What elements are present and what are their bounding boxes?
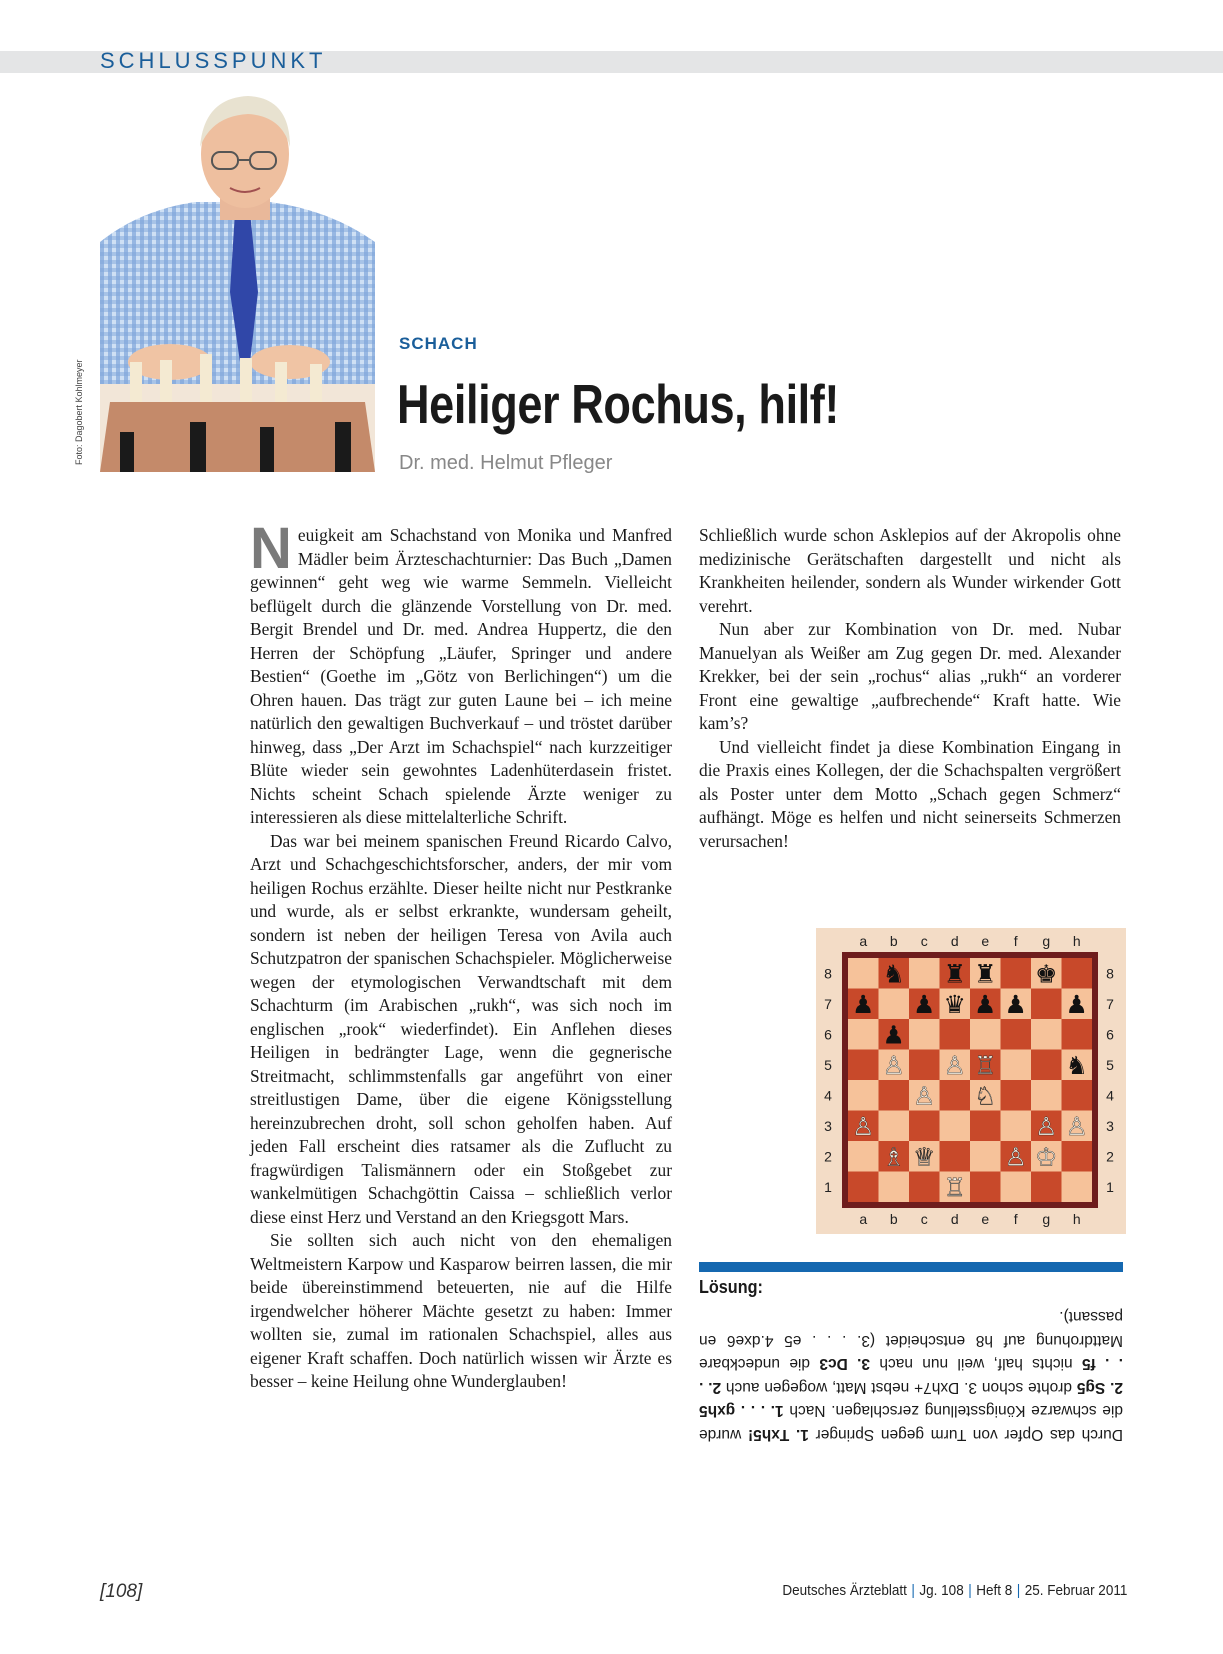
drop-cap: N [250, 516, 292, 581]
paragraph: Das war bei meinem spanischen Freund Ricardo Calvo, Arzt und Schachgeschichtsforscher, anders, der mir vom heiligen Rochus erzählte. Dieser heilte nicht nur Pestkranke und wurde, als er selbst erkrankte, wundersam geheilt, sondern ist neben der heiligen Teresa von Avila auch Schutzpatron der spanischen Schachspieler. Möglicherweise wegen der etymologischen Verwandtschaft mit dem Schachturm (im Arabischen „rukh“, was sich noch im englischen „rook“ wiederfindet). Ein Anflehen dieses Heiligen in bedrängter Lage, wenn die gegnerische Streitmacht, schlimmstenfalls gar angeführt von einer streitlustigen Dame, über die eigene Königsstellung hereinzubrechen droht, soll schon geholfen haben. Auf jeden Fall erscheint dies ratsamer als die Zuflucht zu fragwürdigen Talismännern oder ein Stoßgebet zur wankelmütigen Schachgöttin Caissa – schließlich verlor diese einst Herz und Verstand an den Kriegsgott Mars. [250, 830, 672, 1227]
solution-move: 2. . . . f5 [699, 1355, 1123, 1396]
rank-label-right: 2 [1106, 1148, 1114, 1165]
chess-piece-white: ♙ [882, 1050, 905, 1080]
chess-piece-black: ♟ [882, 1020, 905, 1050]
file-label-bottom: g [1042, 1211, 1051, 1227]
board-square [1001, 1172, 1032, 1203]
file-label-bottom: d [950, 1211, 959, 1227]
solution-divider [699, 1262, 1123, 1272]
chess-piece-white: ♔ [1035, 1142, 1058, 1172]
paragraph: Nun aber zur Kombination von Dr. med. Nubar Manuelyan als Weißer am Zug gegen Dr. med. Alexander Krekker, bei der sein „rochus“ alias „rukh“ an vorderer Front eine gewaltige „aufbrechende“ Kraft hatte. Wie kam’s? [699, 619, 1121, 733]
board-square [909, 1050, 940, 1081]
chess-piece-white: ♙ [1035, 1111, 1058, 1141]
file-label-top: b [889, 933, 898, 949]
chess-piece-white: ♕ [913, 1142, 936, 1172]
issue: Heft 8 [975, 1582, 1012, 1599]
chess-piece-white: ♖ [974, 1050, 997, 1080]
board-square [848, 1080, 879, 1111]
text-column-right [699, 524, 1121, 853]
board-square [1031, 1019, 1062, 1050]
chess-piece-black: ♛ [943, 989, 966, 1019]
board-square [970, 1141, 1001, 1172]
chess-piece-white: ♗ [882, 1142, 905, 1172]
file-label-bottom: a [859, 1211, 868, 1227]
author-photo [100, 92, 375, 472]
rank-label-right: 1 [1106, 1178, 1114, 1195]
board-square [879, 1111, 910, 1142]
file-label-bottom: f [1013, 1211, 1018, 1227]
rank-label-right: 6 [1106, 1026, 1114, 1043]
rank-label-right: 4 [1106, 1087, 1114, 1104]
file-label-bottom: b [889, 1211, 898, 1227]
footer-citation: Deutsches Ärzteblatt | Jg. 108 | Heft 8 | 25. Februar 2011 [781, 1582, 1127, 1599]
file-label-top: e [981, 933, 990, 949]
board-square [970, 1111, 1001, 1142]
board-square [940, 1141, 971, 1172]
chess-piece-black: ♞ [882, 959, 905, 989]
board-square [1001, 1019, 1032, 1050]
board-square [848, 1141, 879, 1172]
board-square [1031, 1172, 1062, 1203]
board-square [848, 1019, 879, 1050]
chess-piece-white: ♘ [974, 1081, 997, 1111]
rank-label-left: 1 [824, 1178, 832, 1195]
rank-label-left: 4 [824, 1087, 832, 1104]
board-square [940, 1111, 971, 1142]
solution-move: 1. . . . gxh5 2. Sg5 [698, 1379, 1123, 1420]
rank-label-left: 5 [824, 1056, 832, 1073]
board-square [1062, 1172, 1093, 1203]
chess-piece-black: ♟ [974, 989, 997, 1019]
board-square [970, 1019, 1001, 1050]
chess-board [816, 928, 1126, 1234]
chess-piece-black: ♜ [974, 959, 997, 989]
chess-piece-white: ♙ [943, 1050, 966, 1080]
paragraph [250, 516, 672, 830]
photo-credit: Foto: Dagobert Kohlmeyer [74, 359, 84, 465]
file-label-top: a [859, 933, 868, 949]
chess-piece-black: ♟ [913, 989, 936, 1019]
board-square [940, 1019, 971, 1050]
file-label-top: g [1042, 933, 1051, 949]
board-square [1031, 989, 1062, 1020]
board-square [1001, 1080, 1032, 1111]
chess-piece-white: ♙ [1065, 1111, 1088, 1141]
chess-piece-black: ♟ [852, 989, 875, 1019]
text-column-left [250, 516, 672, 1394]
board-square [1001, 1050, 1032, 1081]
board-square [848, 1050, 879, 1081]
board-square [879, 989, 910, 1020]
board-square [1001, 1111, 1032, 1142]
paragraph-text: euigkeit am Schachstand von Monika und Manfred Mädler beim Ärzteschachturnier: Das Buch „Damen gewinnen“ geht weg wie warme Semmeln. Vielleicht beflügelt durch die glänzende Vorstellung von Dr. med. Bergit Brendel und Dr. med. Andrea Huppertz, die den Herren der Schöpfung „Läufer, Springer und andere Bestien“ (Goethe im „Götz von Berlichingen“) um die Ohren hauen. Das trägt zur guten Laune bei – ich meine natürlich den gewaltigen Buchverkauf – und tröstet darüber hinweg, dass „Der Arzt im Schachspiel“ nach kurzzeitiger Blüte wieder sein gewohntes Ladenhüterdasein fristet. Nichts scheint Schach spielende Ärzte weniger zu interessieren als diese mittelalterliche Schrift. [250, 525, 672, 827]
chess-piece-black: ♜ [943, 959, 966, 989]
solution-move: 3. Dc3 [819, 1355, 871, 1373]
board-square [879, 1172, 910, 1203]
solution-text: nichts half, weil nun nach [870, 1355, 1082, 1373]
board-square [848, 958, 879, 989]
solution-text: wurde die schwarze Königsstellung zerschlagen. Nach [699, 1402, 1123, 1443]
section-label: SCHLUSSPUNKT [100, 48, 327, 73]
solution-text: die undeckbare Mattdrohung auf h8 entscheidet (3. . . . e5 4.dxe6 en passant). [699, 1308, 1123, 1373]
article-title: Heiliger Rochus, hilf! [397, 373, 840, 435]
board-square [970, 1172, 1001, 1203]
board-square [940, 1080, 971, 1111]
solution-text-upside-down [699, 1305, 1123, 1446]
file-label-top: f [1013, 933, 1018, 949]
solution-text: Durch das Opfer von Turm gegen Springer [808, 1426, 1123, 1443]
board-square [879, 1080, 910, 1111]
chess-piece-black: ♟ [1004, 989, 1027, 1019]
rank-label-right: 8 [1106, 965, 1114, 982]
rank-label-left: 3 [824, 1117, 832, 1134]
board-square [1062, 958, 1093, 989]
file-label-bottom: e [981, 1211, 990, 1227]
chess-piece-white: ♖ [943, 1172, 966, 1202]
board-square [1062, 1019, 1093, 1050]
file-label-top: d [950, 933, 959, 949]
chess-piece-white: ♙ [1004, 1142, 1027, 1172]
journal-name: Deutsches Ärzteblatt [781, 1582, 907, 1599]
chess-piece-white: ♙ [913, 1081, 936, 1111]
file-label-bottom: c [920, 1211, 928, 1227]
chess-piece-black: ♟ [1065, 989, 1088, 1019]
board-square [1001, 958, 1032, 989]
board-square [909, 1172, 940, 1203]
rank-label-left: 2 [824, 1148, 832, 1165]
solution-move: 1. Txh5! [747, 1426, 809, 1443]
rank-label-right: 7 [1106, 995, 1114, 1012]
board-square [1062, 1080, 1093, 1111]
board-square [909, 1111, 940, 1142]
board-square [909, 1019, 940, 1050]
publication-date: 25. Februar 2011 [1024, 1582, 1127, 1599]
chess-piece-black: ♚ [1035, 959, 1058, 989]
board-square [1031, 1050, 1062, 1081]
article-kicker: SCHACH [399, 334, 478, 353]
board-square [1031, 1080, 1062, 1111]
rank-label-right: 5 [1106, 1056, 1114, 1073]
chess-diagram [816, 928, 1126, 1234]
board-square [1062, 1141, 1093, 1172]
solution-text: drohte schon 3. Dxh7+ nebst Matt, wogegen auch [721, 1379, 1077, 1396]
file-label-bottom: h [1072, 1211, 1081, 1227]
rank-label-right: 3 [1106, 1117, 1114, 1134]
rank-label-left: 8 [824, 965, 832, 982]
file-label-top: h [1072, 933, 1081, 949]
paragraph: Und vielleicht findet ja diese Kombination Eingang in die Praxis eines Kollegen, der die Schachspalten vergrößert als Poster unter dem Motto „Schach gegen Schmerz“ aufhängt. Möge es helfen und nicht seinerseits Schmerzen verursachen! [699, 736, 1121, 851]
file-label-top: c [920, 933, 928, 949]
chess-piece-black: ♞ [1065, 1050, 1088, 1080]
article-author: Dr. med. Helmut Pfleger [399, 452, 613, 474]
paragraph: Schließlich wurde schon Asklepios auf der Akropolis ohne medizinische Gerätschaften dargestellt und nicht als Krankheiten heilender, sondern als Wunder wirkender Gott verehrt. [699, 525, 1121, 616]
board-square [848, 1172, 879, 1203]
board-square [909, 958, 940, 989]
paragraph: Sie sollten sich auch nicht von den ehemaligen Weltmeistern Karpow und Kasparow beirren lassen, die mir beide übereinstimmend beteuerten, nie auf die Hilfe irgendwelcher höherer Mächte gesetzt zu haben: Immer wollten sie, zumal im rationalen Schachspiel, alles aus eigener Kraft schaffen. Doch natürlich wissen wir Ärzte es besser – keine Heilung ohne Wunderglauben! [250, 1230, 672, 1391]
solution-heading: Lösung: [699, 1277, 763, 1297]
rank-label-left: 7 [824, 995, 832, 1012]
chess-piece-white: ♙ [852, 1111, 875, 1141]
rank-label-left: 6 [824, 1026, 832, 1043]
page-number: [108] [100, 1581, 143, 1602]
volume: Jg. 108 [919, 1582, 964, 1599]
